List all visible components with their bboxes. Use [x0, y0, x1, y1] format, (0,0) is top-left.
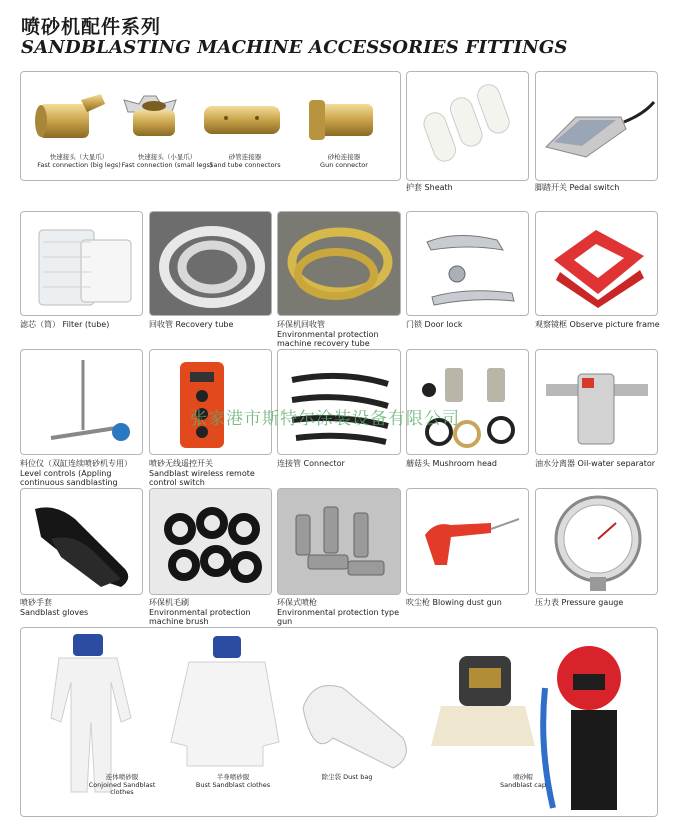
- level-controls-image: [21, 350, 143, 455]
- protective-caption-en: Dust bag: [343, 773, 373, 781]
- connector-caption-cn: 快速接头（大显爪）: [49, 153, 109, 161]
- blowing-dust-gun-caption: 吹尘枪 Blowing dust gun: [406, 598, 502, 607]
- connector-caption-2: [119, 154, 215, 169]
- oil-water-separator-image: [536, 350, 658, 455]
- connector-hose-caption: 连接管 Connector: [277, 459, 345, 468]
- wireless-remote-card: [149, 349, 272, 455]
- recovery-tube-caption: 回收管 Recovery tube: [149, 320, 234, 329]
- env-gun-card: [277, 488, 401, 595]
- connector-hose-image: [278, 350, 401, 455]
- connector-caption-en: Sand tube connectors: [209, 160, 281, 169]
- protective-caption-cn: 喷砂帽: [513, 773, 533, 781]
- page-title-chinese: 喷砂机配件系列: [21, 16, 162, 38]
- fast-connection-big-legs-image: [35, 94, 105, 138]
- conjoined-clothes-image: [51, 634, 131, 792]
- pedal-switch-image: [536, 72, 658, 181]
- sandblast-gloves-card: [20, 488, 143, 595]
- mushroom-head-caption: 蘑菇头 Mushroom head: [406, 459, 497, 468]
- connector-caption-1: [33, 154, 125, 169]
- env-brush-image: [150, 489, 272, 595]
- company-watermark: 张家港市斯特尔涂装设备有限公司: [190, 409, 460, 429]
- page-title-english: SANDBLASTING MACHINE ACCESSORIES FITTINGS: [21, 37, 568, 58]
- sandblast-gloves-caption: 喷砂手套 Sandblast gloves: [20, 598, 89, 617]
- connector-caption-en: Gun connector: [320, 160, 368, 169]
- recovery-tube-card: [149, 211, 272, 316]
- recovery-tube-image: [150, 212, 272, 316]
- sand-tube-connectors-image: [204, 106, 280, 134]
- protective-caption-en: Sandblast cap: [500, 780, 546, 789]
- gun-connector-image: [309, 100, 373, 140]
- protective-caption-cn: 连体喷砂服: [105, 773, 139, 781]
- env-recovery-tube-caption: 环保机回收管 Environmental protection machine recovery tube: [277, 320, 379, 348]
- connector-caption-cn: 快速接头（小显爪）: [137, 153, 197, 161]
- door-lock-caption: 门锁 Door lock: [406, 320, 463, 329]
- pedal-switch-card: [535, 71, 658, 181]
- blowing-dust-gun-image: [407, 489, 529, 595]
- env-recovery-tube-image: [278, 212, 401, 316]
- filter-tube-card: [20, 211, 143, 316]
- blowing-dust-gun-card: [406, 488, 529, 595]
- connector-caption-cn: 砂管连接器: [228, 153, 262, 161]
- bust-clothes-image: [171, 636, 279, 766]
- sandblast-cap-caption: [491, 774, 555, 789]
- env-recovery-tube-card: [277, 211, 401, 316]
- oil-water-separator-caption: 油水分离器 Oil-water separator: [535, 459, 656, 468]
- pedal-switch-caption: 脚踏开关 Pedal switch: [535, 183, 620, 192]
- connector-caption-en: Fast connection (small legs): [121, 160, 213, 169]
- conjoined-clothes-caption: [87, 774, 157, 797]
- protective-caption-en: Conjoined Sandblast clothes: [88, 780, 156, 796]
- sheath-image: [407, 72, 529, 181]
- filter-tube-caption: 滤芯（筒） Filter (tube): [20, 320, 110, 329]
- observe-frame-caption: 观察镜框 Observe picture frame: [535, 320, 660, 329]
- env-gun-caption: 环保式喷枪 Environmental protection type gun: [277, 598, 400, 626]
- observe-frame-card: [535, 211, 658, 316]
- bust-clothes-caption: [193, 774, 273, 789]
- dust-bag-image: [303, 686, 406, 769]
- connector-caption-en: Fast connection (big legs): [37, 160, 121, 169]
- mushroom-head-card: [406, 349, 529, 455]
- sandblast-gloves-image: [21, 489, 143, 595]
- door-lock-image: [407, 212, 529, 316]
- wireless-remote-caption: 喷砂无线遥控开关 Sandblast wireless remote control switch: [149, 459, 255, 487]
- connector-caption-cn: 砂枪连接器: [327, 153, 361, 161]
- door-lock-card: [406, 211, 529, 316]
- observe-frame-image: [536, 212, 658, 316]
- env-gun-image: [278, 489, 401, 595]
- level-controls-card: [20, 349, 143, 455]
- env-brush-card: [149, 488, 272, 595]
- pressure-gauge-image: [536, 489, 658, 595]
- pressure-gauge-card: [535, 488, 658, 595]
- connector-caption-3: [207, 154, 283, 169]
- protective-caption-cn: 除尘袋: [321, 773, 342, 781]
- env-brush-caption: 环保机毛刷 Environmental protection machine brush: [149, 598, 251, 626]
- dust-bag-caption: [317, 774, 377, 782]
- connector-hose-card: [277, 349, 401, 455]
- connectors-card: [20, 71, 401, 181]
- sheath-caption: 护套 Sheath: [406, 183, 453, 192]
- oil-water-separator-card: [535, 349, 658, 455]
- protective-caption-cn: 半身喷砂服: [216, 773, 250, 781]
- protective-caption-en: Bust Sandblast clothes: [195, 780, 271, 789]
- sheath-card: [406, 71, 529, 181]
- level-controls-caption: 料位仪（双缸连续喷砂机专用） Level controls (Appling continuous sandblasting: [20, 459, 132, 487]
- connector-caption-4: [311, 154, 377, 169]
- filter-tube-image: [21, 212, 143, 316]
- fast-connection-small-legs-image: [124, 96, 176, 136]
- protective-gear-card: [20, 627, 658, 817]
- mushroom-head-image: [407, 350, 529, 455]
- pressure-gauge-caption: 压力表 Pressure gauge: [535, 598, 624, 607]
- wireless-remote-image: [150, 350, 272, 455]
